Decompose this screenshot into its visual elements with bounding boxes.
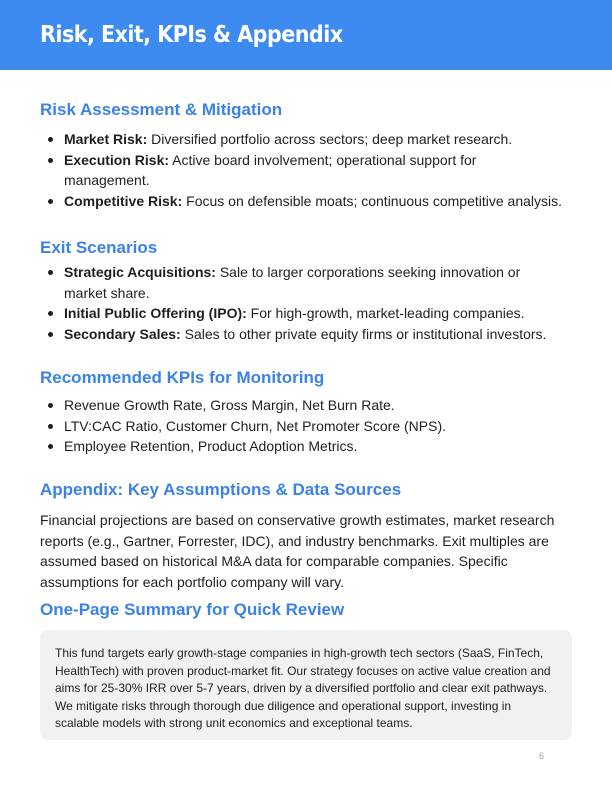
- appendix-paragraph: Financial projections are based on conservative growth estimates, market research reports (e.g., Gartner, Forrester, IDC), and industry benchmarks. Exit multiples are assumed based on historical M&A data for comparable companies. Specific assumptions for each portfolio company will vary.: [40, 512, 555, 590]
- kpis-heading: Recommended KPIs for Monitoring: [40, 368, 325, 387]
- appendix-heading: Appendix: Key Assumptions & Data Sources: [40, 480, 402, 499]
- list-item: Revenue Growth Rate, Gross Margin, Net Burn Rate.: [64, 395, 564, 416]
- page-title: Risk, Exit, KPIs & Appendix: [40, 22, 343, 48]
- kpis-list: [64, 395, 564, 457]
- list-item: Execution Risk: Active board involvement; operational support for management.: [64, 150, 564, 191]
- summary-box: [40, 630, 572, 740]
- page-number: 6: [539, 751, 545, 761]
- list-item: Competitive Risk: Focus on defensible moats; continuous competitive analysis.: [64, 191, 564, 212]
- list-item: Employee Retention, Product Adoption Metrics.: [64, 436, 564, 457]
- list-item: Secondary Sales: Sales to other private equity firms or institutional investors.: [64, 324, 564, 345]
- risk-heading: Risk Assessment & Mitigation: [40, 100, 283, 119]
- summary-heading: One-Page Summary for Quick Review: [40, 600, 345, 619]
- summary-text: This fund targets early growth-stage companies in high-growth tech sectors (SaaS, FinTech, HealthTech) with proven product-market fit. Our strategy focuses on active value creation and aims for 25-30% IRR over 5-7 years, driven by a diversified portfolio and clear exit pathways. We mitigate risks through thorough due diligence and operational support, investing in scalable models with strong unit economics and exceptional teams.: [55, 646, 551, 731]
- list-item: LTV:CAC Ratio, Customer Churn, Net Promoter Score (NPS).: [64, 416, 564, 437]
- list-item: Market Risk: Diversified portfolio across sectors; deep market research.: [64, 129, 564, 150]
- risk-list: [64, 129, 564, 211]
- list-item: Strategic Acquisitions: Sale to larger corporations seeking innovation or market share.: [64, 262, 564, 303]
- exit-heading: Exit Scenarios: [40, 238, 158, 257]
- exit-list: [64, 262, 564, 344]
- list-item: Initial Public Offering (IPO): For high-growth, market-leading companies.: [64, 303, 564, 324]
- page-header: [0, 0, 612, 70]
